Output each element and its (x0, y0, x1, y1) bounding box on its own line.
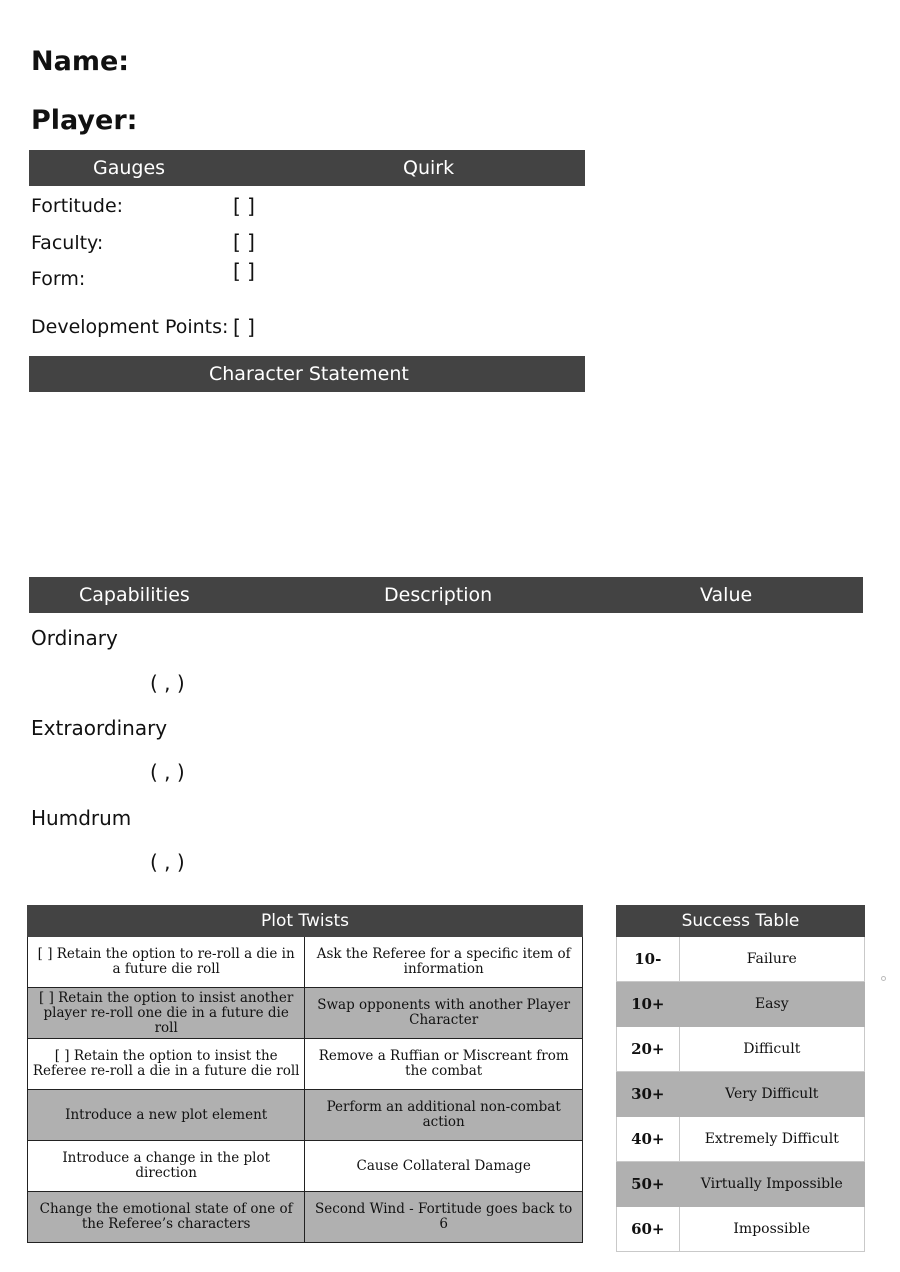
table-row (617, 1072, 865, 1117)
stray-mark (881, 976, 886, 981)
ordinary-label: Ordinary (31, 626, 118, 650)
plot-twists-title: Plot Twists (28, 906, 583, 937)
form-box[interactable]: [ ] (233, 259, 255, 283)
table-row (617, 1027, 865, 1072)
table-row (28, 1192, 583, 1243)
name-label: Name: (31, 46, 130, 77)
threshold-cell: 10+ (617, 982, 680, 1027)
quirk-header: Quirk (403, 157, 455, 179)
gauges-header: Gauges (93, 157, 166, 179)
table-row (28, 1039, 583, 1090)
table-row (617, 937, 865, 982)
extraordinary-label: Extraordinary (31, 716, 168, 740)
threshold-cell: 40+ (617, 1117, 680, 1162)
table-row (28, 1141, 583, 1192)
form-label: Form: (31, 268, 86, 290)
plot-twist-cell[interactable]: Introduce a new plot element (28, 1090, 305, 1141)
table-row (617, 982, 865, 1027)
fortitude-box[interactable]: [ ] (233, 194, 255, 218)
plot-twist-cell[interactable]: Second Wind - Fortitude goes back to 6 (305, 1192, 583, 1243)
character-statement-header: Character Statement (209, 363, 409, 385)
description-header: Description (384, 584, 493, 606)
threshold-cell: 10- (617, 937, 680, 982)
plot-twist-cell[interactable]: Introduce a change in the plot direction (28, 1141, 305, 1192)
table-row (617, 1207, 865, 1252)
capabilities-bar (29, 577, 863, 613)
plot-twist-cell[interactable]: Swap opponents with another Player Character (305, 988, 583, 1039)
humdrum-value-pair[interactable]: ( , ) (150, 850, 185, 874)
development-points-box[interactable]: [ ] (233, 315, 255, 339)
plot-twists-table (27, 905, 583, 1243)
development-points-label: Development Points: (31, 316, 229, 338)
table-row (617, 1117, 865, 1162)
player-label: Player: (31, 105, 138, 136)
success-table (616, 905, 865, 1252)
outcome-cell: Failure (679, 937, 864, 982)
outcome-cell: Very Difficult (679, 1072, 864, 1117)
outcome-cell: Extremely Difficult (679, 1117, 864, 1162)
table-row (617, 1162, 865, 1207)
faculty-box[interactable]: [ ] (233, 230, 255, 254)
outcome-cell: Virtually Impossible (679, 1162, 864, 1207)
table-row (28, 988, 583, 1039)
success-table-title: Success Table (617, 906, 865, 937)
humdrum-label: Humdrum (31, 806, 132, 830)
threshold-cell: 50+ (617, 1162, 680, 1207)
threshold-cell: 30+ (617, 1072, 680, 1117)
ordinary-value-pair[interactable]: ( , ) (150, 671, 185, 695)
gauges-header-bar (29, 150, 585, 186)
outcome-cell: Difficult (679, 1027, 864, 1072)
capabilities-header: Capabilities (79, 584, 190, 606)
threshold-cell: 20+ (617, 1027, 680, 1072)
table-row (28, 1090, 583, 1141)
fortitude-label: Fortitude: (31, 195, 124, 217)
plot-twist-cell[interactable]: [ ] Retain the option to insist another player re-roll one die in a future die roll (28, 988, 305, 1039)
plot-twist-cell[interactable]: [ ] Retain the option to insist the Referee re-roll a die in a future die roll (28, 1039, 305, 1090)
character-statement-bar (29, 356, 585, 392)
plot-twist-cell[interactable]: Cause Collateral Damage (305, 1141, 583, 1192)
table-row (28, 937, 583, 988)
plot-twist-cell[interactable]: Perform an additional non-combat action (305, 1090, 583, 1141)
extraordinary-value-pair[interactable]: ( , ) (150, 760, 185, 784)
outcome-cell: Impossible (679, 1207, 864, 1252)
outcome-cell: Easy (679, 982, 864, 1027)
faculty-label: Faculty: (31, 232, 104, 254)
plot-twist-cell[interactable]: [ ] Retain the option to re-roll a die in a future die roll (28, 937, 305, 988)
plot-twist-cell[interactable]: Ask the Referee for a specific item of information (305, 937, 583, 988)
plot-twist-cell[interactable]: Remove a Ruffian or Miscreant from the combat (305, 1039, 583, 1090)
plot-twist-cell[interactable]: Change the emotional state of one of the Referee’s characters (28, 1192, 305, 1243)
value-header: Value (700, 584, 753, 606)
threshold-cell: 60+ (617, 1207, 680, 1252)
